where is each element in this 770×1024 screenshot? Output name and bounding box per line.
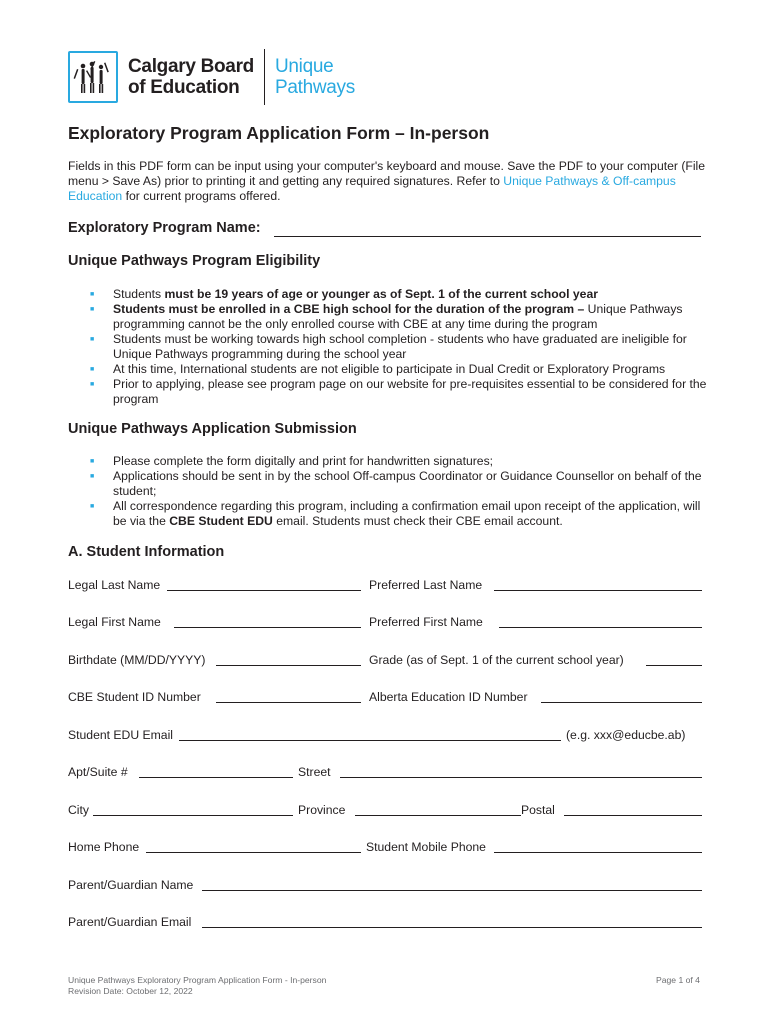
list-item: [90, 377, 708, 407]
alberta-education-id-field[interactable]: [541, 702, 702, 703]
city-field[interactable]: [93, 815, 293, 816]
preferred-first-name-field[interactable]: [499, 627, 702, 628]
form-row: [68, 915, 702, 931]
wordmark-line2: Pathways: [274, 77, 355, 98]
form-row: [68, 803, 702, 819]
item-text: Please complete the form digitally and print for handwritten signatures;: [113, 454, 494, 468]
list-item: [90, 362, 708, 377]
item-text: At this time, International students are not eligible to participate in Dual Credit or Exploratory Programs: [113, 362, 666, 376]
birthdate-label: Birthdate (MM/DD/YYYY): [68, 653, 206, 667]
legal-last-name-field[interactable]: [167, 590, 361, 591]
form-row: [68, 840, 702, 856]
cbe-student-id-field[interactable]: [216, 702, 361, 703]
form-row: [68, 878, 702, 894]
submission-heading: Unique Pathways Application Submission: [68, 421, 357, 437]
eligibility-heading: Unique Pathways Program Eligibility: [68, 253, 321, 269]
org-name: [128, 56, 254, 98]
item-bold-text: Students must be enrolled in a CBE high school for the duration of the program –: [113, 302, 585, 316]
legal-first-name-field[interactable]: [174, 627, 361, 628]
student-edu-email-label: Student EDU Email: [68, 728, 173, 742]
form-title: Exploratory Program Application Form – In-person: [68, 123, 490, 143]
cbe-logo: [68, 48, 355, 106]
student-mobile-phone-field[interactable]: [494, 852, 702, 853]
list-item: [90, 469, 708, 499]
list-item: [90, 302, 708, 332]
grade-field[interactable]: [646, 665, 702, 666]
preferred-last-name-label: Preferred Last Name: [369, 578, 483, 592]
wordmark-line1: Unique: [274, 56, 334, 77]
unique-pathways-link[interactable]: Unique Pathways & Off-campus Education: [68, 174, 676, 203]
footer-revision-date: Revision Date: October 12, 2022: [68, 986, 193, 996]
street-label: Street: [298, 765, 331, 779]
email-example-hint: (e.g. xxx@educbe.ab): [566, 728, 686, 742]
item-text: email. Students must check their CBE email account.: [272, 514, 563, 528]
cbe-student-id-label: CBE Student ID Number: [68, 690, 201, 704]
cbe-figures-icon: [68, 51, 118, 103]
legal-first-name-label: Legal First Name: [68, 615, 161, 629]
item-text: Students must be working towards high school completion - students who have graduated are ineligible for Unique Pathways programming during the school year: [113, 332, 687, 361]
form-row: [68, 615, 702, 631]
postal-label: Postal: [521, 803, 555, 817]
student-edu-email-field[interactable]: [179, 740, 561, 741]
postal-field[interactable]: [564, 815, 702, 816]
section-a-heading: A. Student Information: [68, 544, 225, 560]
program-name-field[interactable]: [274, 236, 701, 237]
form-row: [68, 653, 702, 669]
program-name-label: Exploratory Program Name:: [68, 220, 261, 236]
apt-suite-label: Apt/Suite #: [68, 765, 128, 779]
footer-form-title: Unique Pathways Exploratory Program Application Form - In-person: [68, 975, 327, 985]
alberta-education-id-label: Alberta Education ID Number: [369, 690, 528, 704]
org-name-line1: Calgary Board: [128, 56, 254, 77]
page-number: Page 1 of 4: [656, 975, 700, 985]
form-row: [68, 578, 702, 594]
parent-guardian-name-field[interactable]: [202, 890, 702, 891]
street-field[interactable]: [340, 777, 702, 778]
list-item: [90, 332, 708, 362]
form-row: [68, 728, 702, 744]
parent-guardian-name-label: Parent/Guardian Name: [68, 878, 194, 892]
home-phone-label: Home Phone: [68, 840, 140, 854]
intro-paragraph: [68, 159, 708, 204]
legal-last-name-label: Legal Last Name: [68, 578, 161, 592]
apt-suite-field[interactable]: [139, 777, 293, 778]
item-text: Students: [113, 287, 165, 301]
province-field[interactable]: [355, 815, 521, 816]
form-row: [68, 765, 702, 781]
grade-label: Grade (as of Sept. 1 of the current school year): [369, 653, 624, 667]
list-item: [90, 287, 708, 302]
list-item: [90, 454, 708, 469]
item-text: Applications should be sent in by the school Off-campus Coordinator or Guidance Counsellor on behalf of the student;: [113, 469, 702, 498]
eligibility-list: [90, 287, 708, 407]
org-name-line2: of Education: [128, 77, 240, 98]
item-text: All correspondence regarding this program, including a confirmation email upon receipt of the application, will be via the: [113, 499, 701, 528]
unique-pathways-wordmark: [275, 56, 355, 98]
parent-guardian-email-label: Parent/Guardian Email: [68, 915, 192, 929]
submission-list: [90, 454, 708, 529]
logo-divider: [264, 49, 265, 105]
city-label: City: [68, 803, 89, 817]
birthdate-field[interactable]: [216, 665, 361, 666]
preferred-last-name-field[interactable]: [494, 590, 702, 591]
item-text: Prior to applying, please see program page on our website for pre-requisites essential to be considered for the program: [113, 377, 707, 406]
intro-text-end: for current programs offered.: [122, 189, 281, 203]
intro-text-start: Fields in this PDF form can be input using your computer's keyboard and mouse. Save the PDF to your computer (File menu > Save As) prior to printing it and getting any required signatures. Refer to: [68, 159, 706, 188]
province-label: Province: [298, 803, 346, 817]
form-row: [68, 690, 702, 706]
home-phone-field[interactable]: [146, 852, 361, 853]
item-bold-text: CBE Student EDU: [169, 514, 273, 528]
student-mobile-phone-label: Student Mobile Phone: [366, 840, 486, 854]
parent-guardian-email-field[interactable]: [202, 927, 702, 928]
item-text: Unique Pathways programming cannot be the only enrolled course with CBE at any time during the program: [113, 302, 683, 331]
list-item: [90, 499, 708, 529]
page-footer: [68, 975, 326, 997]
item-bold-text: must be 19 years of age or younger as of Sept. 1 of the current school year: [164, 287, 598, 301]
preferred-first-name-label: Preferred First Name: [369, 615, 483, 629]
